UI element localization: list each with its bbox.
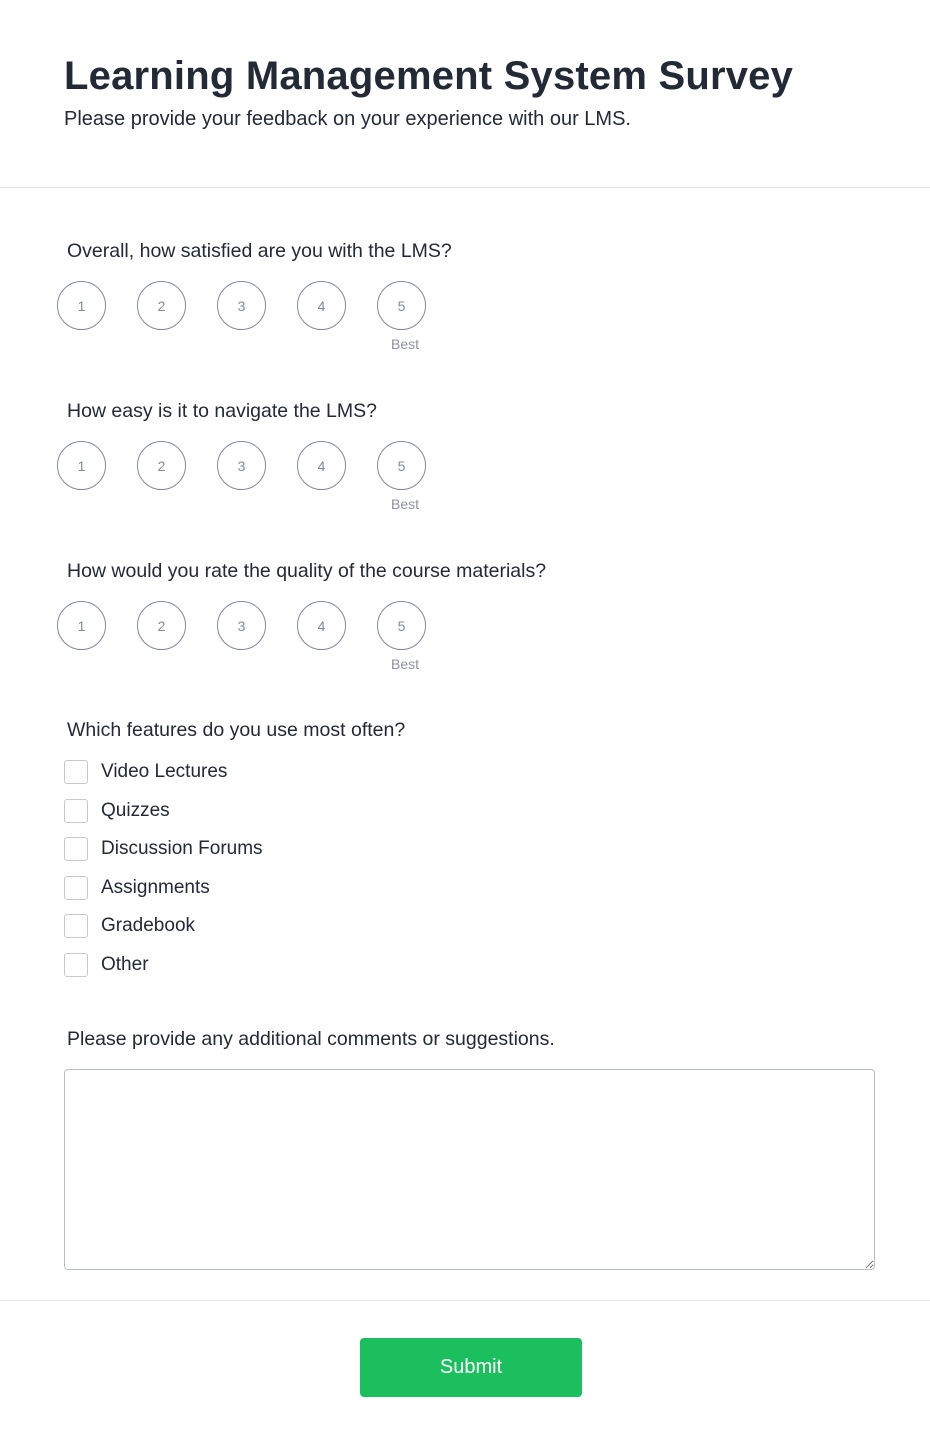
rating-option-4[interactable]: 4 [297, 281, 346, 330]
rating-question-label [67, 559, 546, 583]
rating-question-label [67, 239, 452, 263]
rating-option-1[interactable]: 1 [57, 441, 106, 490]
checkbox[interactable] [64, 837, 88, 861]
checkbox-label: Gradebook [101, 915, 196, 936]
rating-scale [57, 441, 426, 490]
checkbox[interactable] [64, 914, 88, 938]
comments-label: Please provide any additional comments or suggestions. [67, 1028, 555, 1050]
rating-option-5[interactable]: 5 [377, 601, 426, 650]
rating-scale [57, 281, 426, 330]
checkbox-label: Other [101, 953, 149, 975]
best-label: Best [391, 496, 420, 512]
rating-question-label [67, 399, 377, 423]
rating-option-5[interactable]: 5 [377, 281, 426, 330]
rating-option-4[interactable]: 4 [297, 601, 346, 650]
rating-option-3[interactable]: 3 [217, 441, 266, 490]
rating-option-4[interactable]: 4 [297, 441, 346, 490]
rating-option-3[interactable]: 3 [217, 601, 266, 650]
checkbox-label: Discussion Forums [101, 838, 263, 859]
features-question-label [67, 718, 405, 742]
checkbox[interactable] [64, 760, 88, 784]
checkbox[interactable] [64, 876, 88, 900]
checkbox-label: Video Lectures [101, 761, 228, 782]
question-label: Overall, how satisfied are you with the LMS? [67, 240, 452, 262]
page-title: Learning Management System Survey [64, 54, 794, 98]
feature-option[interactable] [64, 913, 195, 939]
checkbox-label: Quizzes [101, 799, 170, 821]
footer-divider [0, 1300, 930, 1301]
comments-textarea[interactable] [64, 1069, 875, 1270]
checkbox[interactable] [64, 799, 88, 823]
question-label: How easy is it to navigate the LMS? [67, 400, 377, 422]
checkbox[interactable] [64, 953, 88, 977]
rating-option-1[interactable]: 1 [57, 601, 106, 650]
rating-scale [57, 601, 426, 650]
feature-option[interactable] [64, 952, 149, 978]
page-subtitle: Please provide your feedback on your experience with our LMS. [64, 108, 631, 130]
feature-option[interactable] [64, 836, 263, 862]
survey-header [0, 0, 930, 188]
rating-option-1[interactable]: 1 [57, 281, 106, 330]
rating-option-5[interactable]: 5 [377, 441, 426, 490]
rating-option-2[interactable]: 2 [137, 441, 186, 490]
checkbox-label: Assignments [101, 876, 210, 898]
feature-option[interactable] [64, 798, 170, 824]
question-label: How would you rate the quality of the course materials? [67, 560, 547, 582]
submit-button[interactable]: Submit [360, 1338, 582, 1397]
rating-option-2[interactable]: 2 [137, 281, 186, 330]
best-label: Best [391, 336, 420, 352]
feature-option[interactable] [64, 759, 227, 785]
features-label: Which features do you use most often? [67, 719, 406, 741]
rating-option-2[interactable]: 2 [137, 601, 186, 650]
comments-question [67, 1027, 555, 1051]
rating-option-3[interactable]: 3 [217, 281, 266, 330]
best-label: Best [391, 656, 420, 672]
feature-option[interactable] [64, 875, 210, 901]
